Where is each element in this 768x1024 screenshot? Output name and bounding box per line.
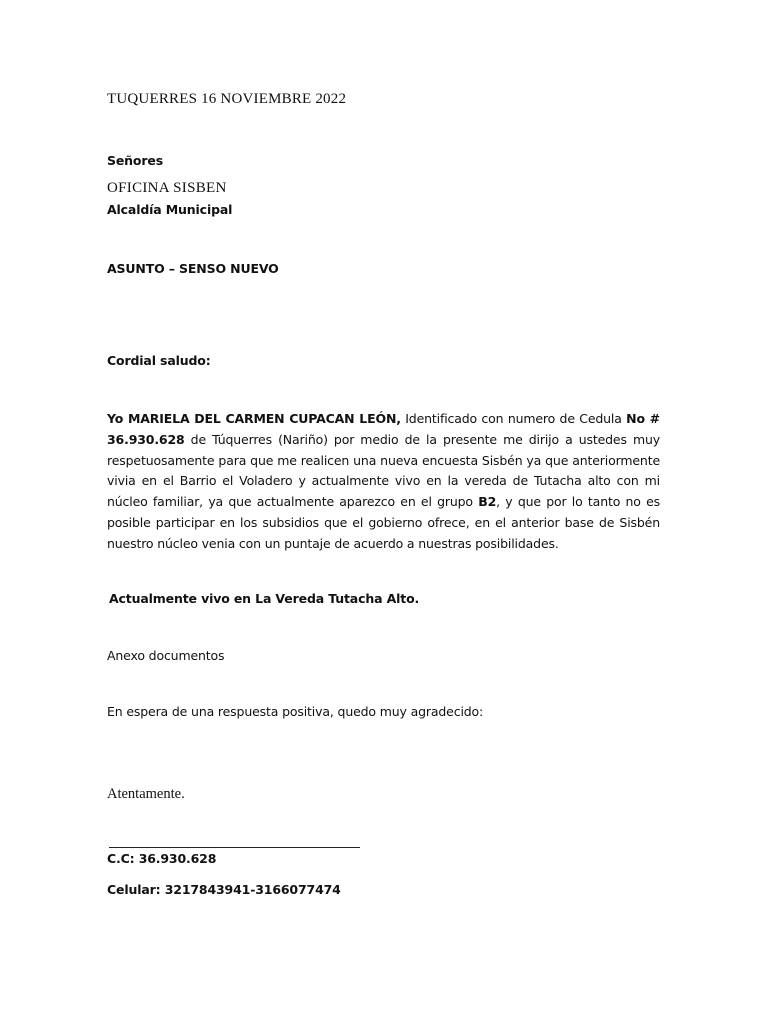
office-subtitle: Alcaldía Municipal [107, 202, 233, 217]
office-name: OFICINA SISBEN [107, 180, 227, 196]
regards: Atentamente. [107, 786, 185, 802]
id-number: C.C: 36.930.628 [107, 851, 217, 866]
salutation-recipient: Señores [107, 153, 163, 168]
signature-line [109, 847, 360, 848]
phone-number: Celular: 3217843941-3166077474 [107, 882, 341, 897]
place-date-heading: TUQUERRES 16 NOVIEMBRE 2022 [107, 91, 347, 107]
body-id-number: No # 36.930.628 [107, 411, 660, 447]
body-group: B2 [478, 494, 497, 510]
subject-line: ASUNTO – SENSO NUEVO [107, 261, 279, 276]
closing-sentence: En espera de una respuesta positiva, quedo muy agradecido: [107, 704, 484, 719]
body-paragraph [107, 409, 660, 555]
annex-note: Anexo documentos [107, 648, 225, 663]
body-sender-name: Yo MARIELA DEL CARMEN CUPACAN LEÓN, [107, 411, 401, 426]
body-text: Identificado con numero de Cedula [400, 411, 627, 426]
body-text: de Túquerres (Nariño) por medio de la presente me dirijo a ustedes muy respetuosamente para que me realicen una nueva encuesta Sisbén ya que anteriormente vivia en el Barrio el Voladero y actualmente vivo en la vereda de Tutacha alto con mi núcleo familiar, ya que actualmente aparezco en el grupo [107, 431, 660, 510]
greeting: Cordial saludo: [107, 353, 211, 368]
body-text: , y que por lo tanto no es posible participar en los subsidios que el gobierno ofrece, en el anterior base de Sisbén nuestro núcleo venia con un puntaje de acuerdo a nuestras posibilidades. [107, 494, 660, 551]
residence-statement: Actualmente vivo en La Vereda Tutacha Alto. [109, 591, 420, 606]
